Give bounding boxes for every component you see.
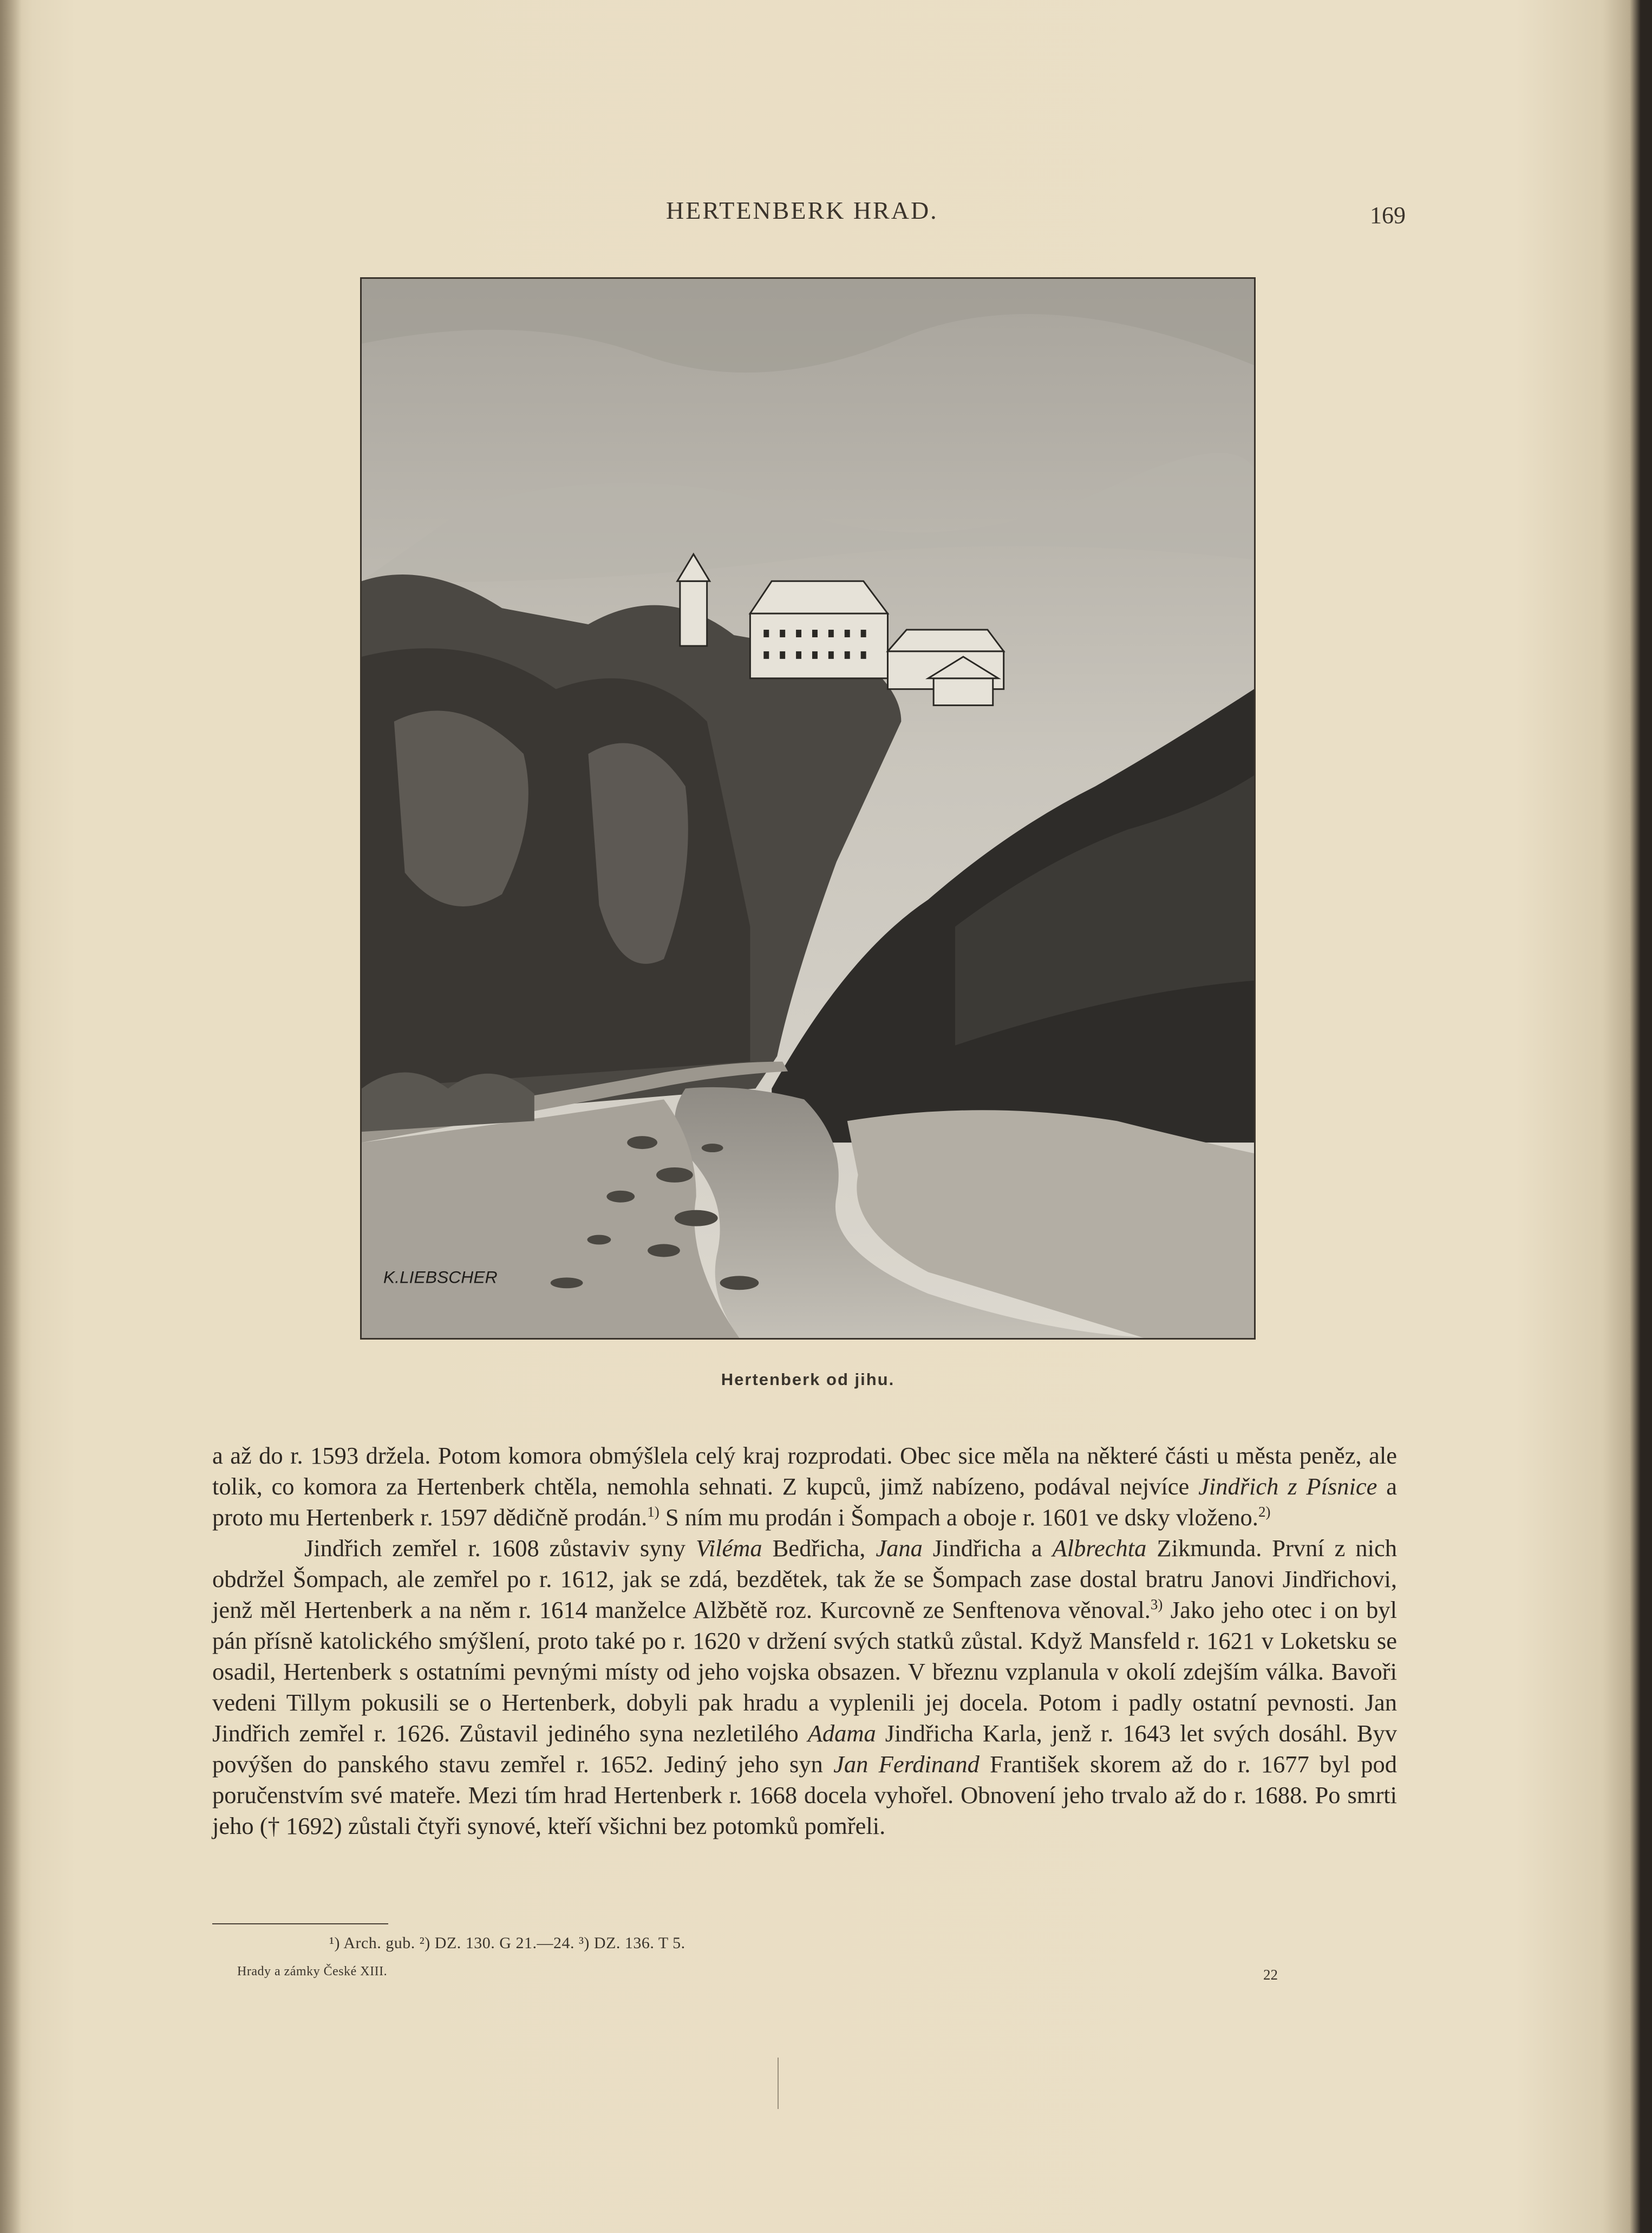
text-run: S ním mu prodán i Šompach a oboje r. 1601 ve dsky vloženo.	[659, 1504, 1258, 1531]
text-run: Bedřicha,	[762, 1535, 876, 1562]
engraving-artwork	[362, 279, 1254, 1338]
footnote-ref: 3)	[1150, 1596, 1163, 1613]
footnote-ref: 1)	[647, 1504, 660, 1520]
text-run: Zikmunda. První z nich obdržel Šompach, ale zemřel po r. 1612, jak se zdá, bezdětek, tak že se Šompach zase dostal bratru Janovi Jindřichovi, jenž měl Hertenberk a na něm r. 1614 manželce Alžbětě roz. Kurcovně ze Senftenova věnoval.	[212, 1535, 1397, 1623]
page-number: 169	[1370, 202, 1406, 228]
person-name: Jindřich z Písnice	[1198, 1473, 1377, 1500]
text-run: Jako jeho otec i on byl pán přísně katolického smýšlení, proto také po r. 1620 v držení svých statků zůstal. Když Mansfeld r. 1621 v Loketsku se osadil, Hertenberk s ostatními pevnými místy od jeho vojska obsazen. V březnu vzplanula v okolí zdejším válka. Bavoři vedeni Tillym pokusili se o Hertenberk, dobyli pak hradu a vyplenili jej docela. Potom i padly ostatní pevnosti. Jan Jindřich zemřel r. 1626. Zůstavil jediného syna nezletilého	[212, 1596, 1397, 1747]
person-name: Adama	[807, 1720, 876, 1747]
text-run: a až do r. 1593 držela. Potom komora obmýšlela celý kraj rozprodati. Obec sice měla na některé části u města peněz, ale tolik, co komora za Hertenberk chtěla, nemohla sehnati. Z kupců, jimž nabízeno, podával nejvíce	[212, 1442, 1397, 1500]
paragraph-2	[212, 1533, 1397, 1842]
landscape-illustration	[360, 277, 1256, 1340]
footnote-ref: 2)	[1258, 1504, 1271, 1520]
artist-signature: K.LIEBSCHER	[383, 1267, 498, 1287]
footnotes: ¹) Arch. gub. ²) DZ. 130. G 21.—24. ³) DZ. 136. T 5.	[329, 1934, 685, 1952]
person-name: Albrechta	[1052, 1535, 1147, 1562]
gutter-shadow	[0, 0, 22, 2233]
paragraph-1	[212, 1440, 1397, 1533]
text-run: Jindřicha Karla, jenž r. 1643 let svých dosáhl. Byv povýšen do panského stavu zemřel r. 1652. Jediný jeho syn	[212, 1720, 1397, 1778]
running-title: HERTENBERK HRAD.	[666, 197, 938, 224]
person-name: Jana	[876, 1535, 923, 1562]
footnote-divider	[212, 1923, 388, 1924]
text-run: a proto mu Hertenberk r. 1597 dědičně prodán.	[212, 1473, 1397, 1531]
text-run: Jindřich zemřel r. 1608 zůstaviv syny	[304, 1535, 696, 1562]
body-text	[212, 1440, 1397, 1842]
series-signature-line: Hrady a zámky České XIII.	[237, 1964, 388, 1979]
printer-signature-mark: 22	[1263, 1967, 1278, 1983]
text-run: Jindřicha a	[922, 1535, 1053, 1562]
person-name: Viléma	[695, 1535, 762, 1562]
stray-pencil-mark	[778, 2058, 779, 2109]
illustration-caption: Hertenberk od jihu.	[721, 1370, 895, 1389]
person-name: Jan Ferdinand	[833, 1751, 980, 1778]
text-run: František skorem až do r. 1677 byl pod poručenstvím své mateře. Mezi tím hrad Hertenberk r. 1668 docela vyhořel. Obnovení jeho trvalo až do r. 1688. Po smrti jeho († 1692) zůstali čtyři synové, kteří všichni bez potomků pomřeli.	[212, 1751, 1397, 1839]
